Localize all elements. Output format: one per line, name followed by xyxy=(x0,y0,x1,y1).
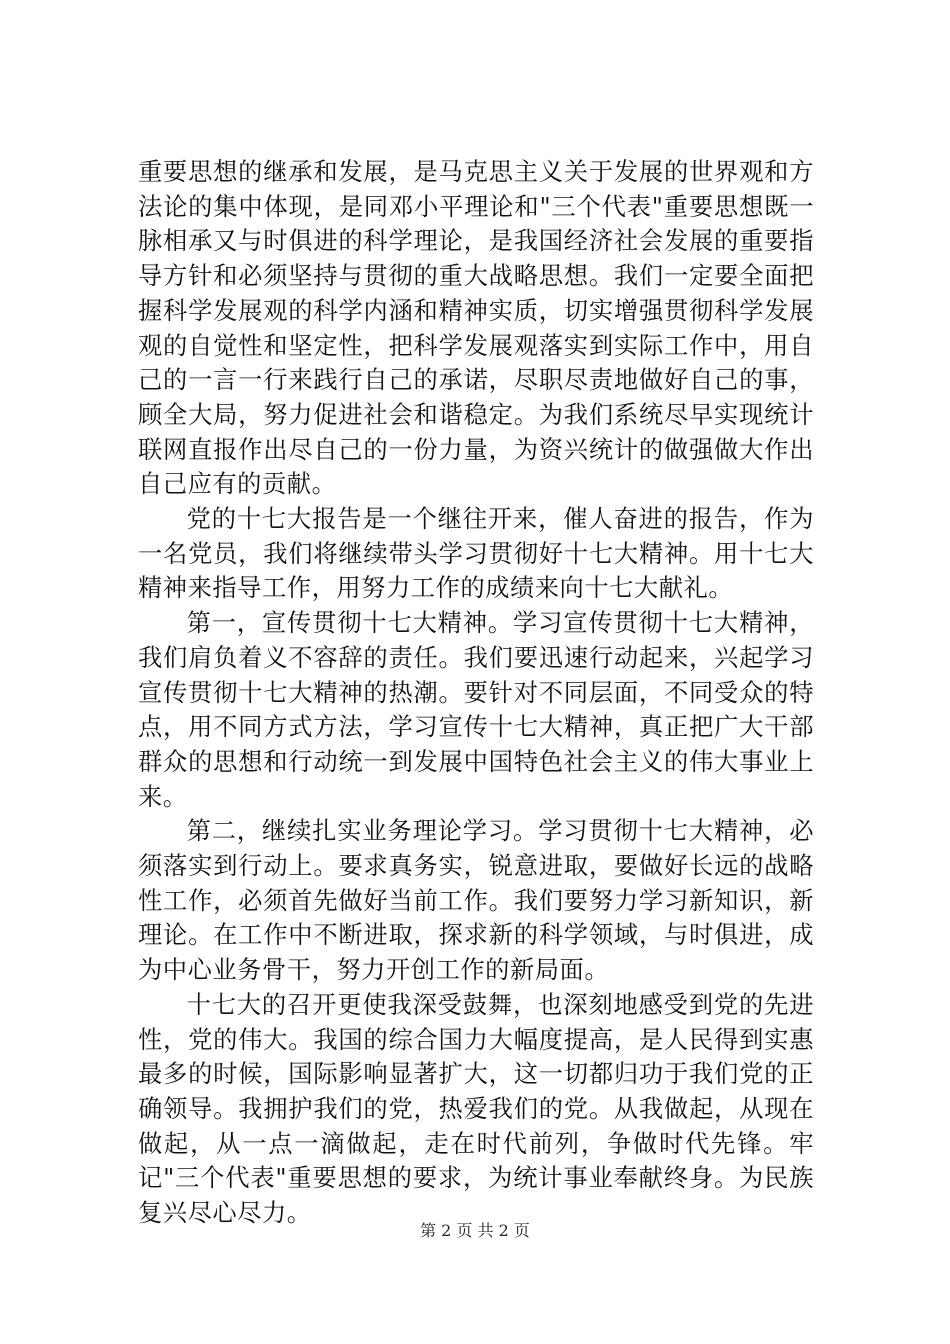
paragraph-point-one: 第一，宣传贯彻十七大精神。学习宣传贯彻十七大精神，我们肩负着义不容辞的责任。我们要迅速行动起来，兴起学习宣传贯彻十七大精神的热潮。要针对不同层面，不同受众的特点，用不同方式方法，学习宣传十七大精神，真正把广大干部群众的思想和行动统一到发展中国特色社会主义的伟大事业上来。 xyxy=(138,608,814,811)
paragraph-point-two: 第二，继续扎实业务理论学习。学习贯彻十七大精神，必须落实到行动上。要求真务实，锐意进取，要做好长远的战略性工作，必须首先做好当前工作。我们要努力学习新知识，新理论。在工作中不断进取，探求新的科学领域，与时俱进，成为中心业务骨干，努力开创工作的新局面。 xyxy=(138,816,814,985)
paragraph-continuation: 重要思想的继承和发展，是马克思主义关于发展的世界观和方法论的集中体现，是同邓小平理论和"三个代表"重要思想既一脉相承又与时俱进的科学理论，是我国经济社会发展的重要指导方针和必须坚持与贯彻的重大战略思想。我们一定要全面把握科学发展观的科学内涵和精神实质，切实增强贯彻科学发展观的自觉性和坚定性，把科学发展观落实到实际工作中，用自己的一言一行来践行自己的承诺，尽职尽责地做好自己的事，顾全大局，努力促进社会和谐稳定。为我们系统尽早实现统计联网直报作出尽自己的一份力量，为资兴统计的做强做大作出自己应有的贡献。 xyxy=(138,157,814,499)
page-number-footer: 第 2 页 共 2 页 xyxy=(420,1221,530,1240)
paragraph-report-intro: 党的十七大报告是一个继往开来，催人奋进的报告，作为一名党员，我们将继续带头学习贯彻好十七大精神。用十七大精神来指导工作，用努力工作的成绩来向十七大献礼。 xyxy=(138,504,814,603)
document-body xyxy=(138,155,814,1231)
paragraph-conclusion: 十七大的召开更使我深受鼓舞，也深刻地感受到党的先进性，党的伟大。我国的综合国力大幅度提高，是人民得到实惠最多的时候，国际影响显著扩大，这一切都归功于我们党的正确领导。我拥护我们的党，热爱我们的党。从我做起，从现在做起，从一点一滴做起，走在时代前列，争做时代先锋。牢记"三个代表"重要思想的要求，为统计事业奉献终身。为民族复兴尽心尽力。 xyxy=(138,989,814,1228)
